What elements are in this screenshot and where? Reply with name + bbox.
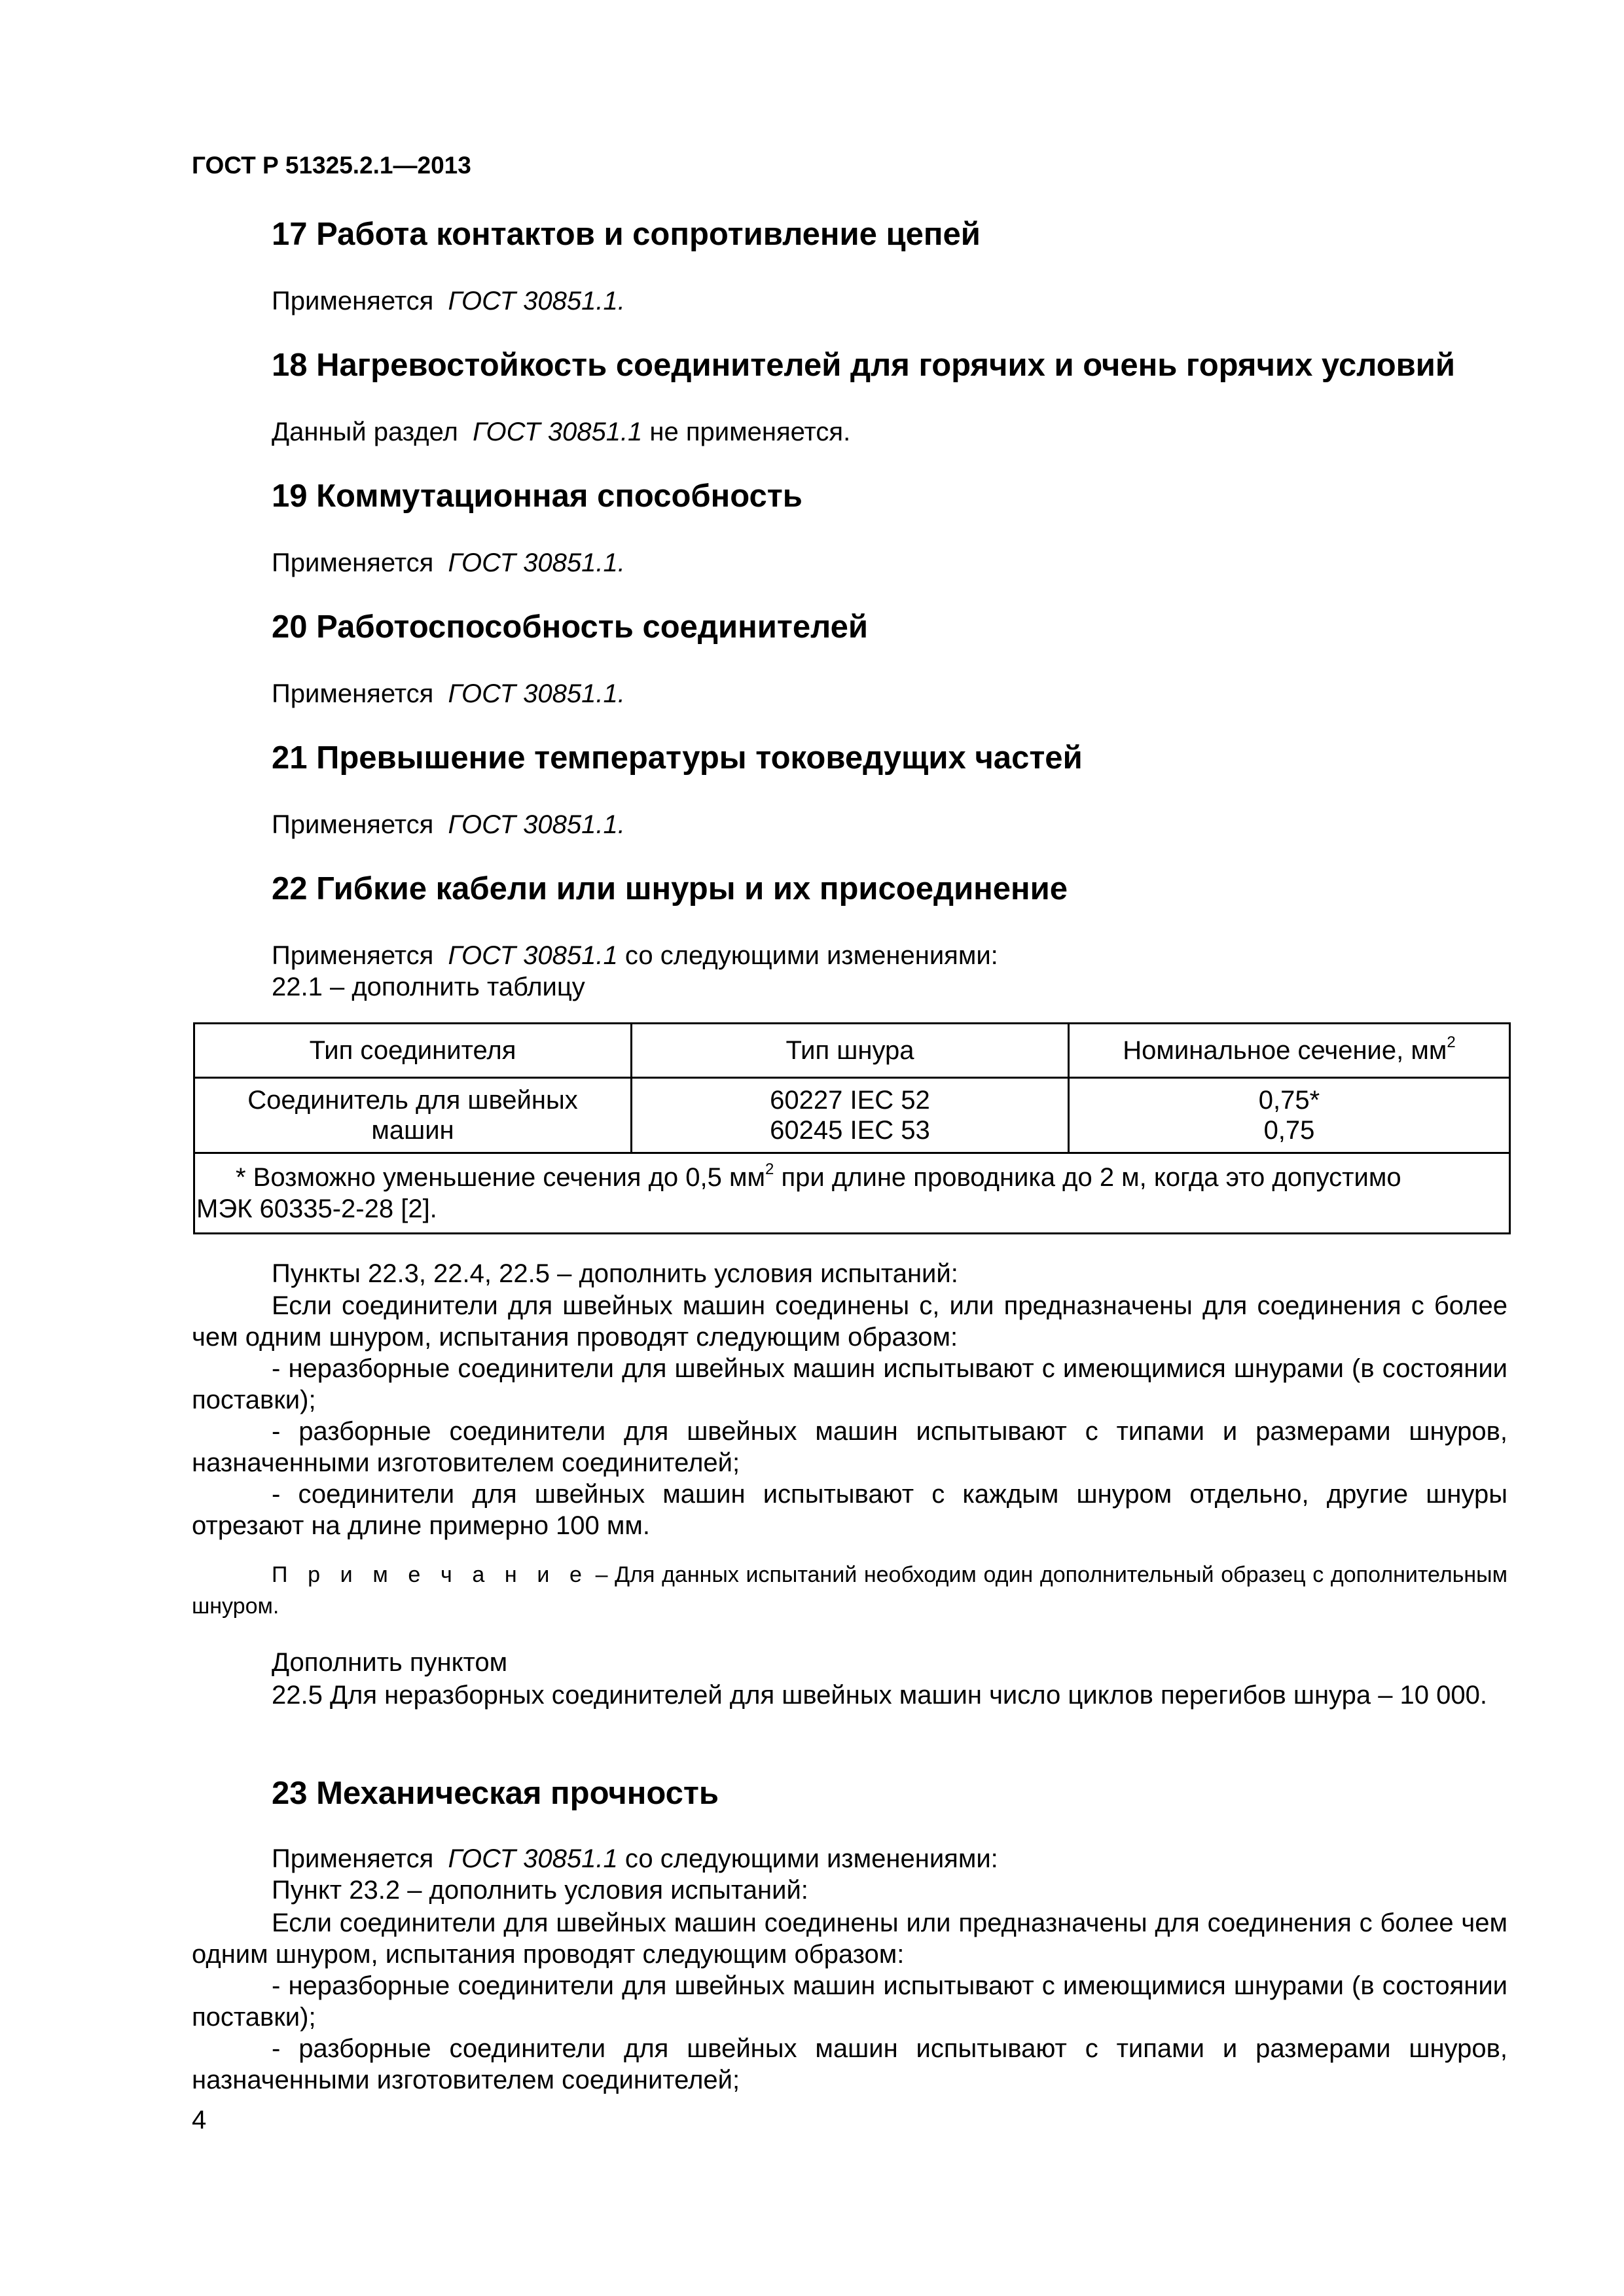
note-text: – Для данных испытаний необходим один дополнительный образец с дополнительным шнуром.	[192, 1562, 1507, 1619]
table-header-row	[194, 1024, 1510, 1078]
header-cord-type: Тип шнура	[632, 1024, 1069, 1078]
table-footnote: * Возможно уменьшение сечения до 0,5 $мм^2$ при длине проводника до 2 м, когда это допустимо МЭК 60335-2-28 [2].	[194, 1153, 1510, 1234]
section-21-title: 21 Превышение температуры токоведущих частей	[272, 740, 1083, 776]
paragraph: Если соединители для швейных машин соединены или предназначены для соединения с более чем одним шнуром, испытания проводят следующим образом:	[192, 1909, 1507, 1969]
applies-label: Применяется	[272, 287, 434, 315]
section-23-post: со следующими изменениями:	[617, 1844, 998, 1873]
note-label: П р и м е ч а н и е	[272, 1562, 588, 1587]
paragraph: - неразборные соединители для швейных машин испытывают с имеющимися шнурами (в состоянии поставки);	[192, 1354, 1507, 1414]
section-22-paragraphs	[192, 1290, 1507, 1541]
section-18-text	[272, 418, 850, 447]
applies-label: Применяется	[272, 810, 434, 839]
standard-ref: ГОСТ 30851.1	[448, 1844, 618, 1873]
section-23-text	[272, 1844, 998, 1874]
section-17-title: 17 Работа контактов и сопротивление цепей	[272, 217, 981, 252]
point-23-2-intro: Пункт 23.2 – дополнить условия испытаний:	[272, 1876, 808, 1905]
section-17-text	[272, 287, 625, 316]
note	[192, 1559, 1507, 1622]
header-nominal-section: Номинальное сечение, $мм^2$	[1069, 1024, 1510, 1078]
document-code: ГОСТ Р 51325.2.1—2013	[192, 152, 471, 179]
section-18-post: не применяется.	[642, 418, 851, 446]
paragraph: - соединители для швейных машин испытывают с каждым шнуром отдельно, другие шнуры отрезают на длине примерно 100 мм.	[192, 1480, 1507, 1540]
standard-ref: ГОСТ 30851.1	[448, 941, 618, 970]
section-21-text	[272, 810, 625, 840]
section-20-title: 20 Работоспособность соединителей	[272, 609, 868, 645]
cell-connector: Соединитель для швейных машин	[194, 1078, 632, 1153]
item-22-1: 22.1 – дополнить таблицу	[272, 973, 585, 1001]
paragraph: - разборные соединители для швейных машин испытывают с типами и размерами шнуров, назначенными изготовителем соединителей;	[192, 1417, 1507, 1477]
point-22-5: 22.5 Для неразборных соединителей для швейных машин число циклов перегибов шнура – 10 000.	[272, 1681, 1488, 1710]
section-19-title: 19 Коммутационная способность	[272, 478, 803, 514]
applies-label: Применяется	[272, 1844, 434, 1873]
section-22-title: 22 Гибкие кабели или шнуры и их присоединение	[272, 871, 1068, 906]
section-23-paragraphs	[192, 1907, 1507, 2096]
standard-ref: ГОСТ 30851.1.	[448, 548, 625, 577]
standard-ref: ГОСТ 30851.1.	[448, 287, 625, 315]
section-23-title: 23 Механическая прочность	[272, 1776, 719, 1811]
applies-label: Применяется	[272, 548, 434, 577]
cell-cords: 60227 IEC 52 60245 IEC 53	[632, 1078, 1069, 1153]
paragraph: - неразборные соединители для швейных машин испытывают с имеющимися шнурами (в состоянии поставки);	[192, 1971, 1507, 2032]
page-number: 4	[192, 2106, 207, 2134]
header-connector-type: Тип соединителя	[194, 1024, 632, 1078]
section-18-pre: Данный раздел	[272, 418, 458, 446]
cell-sections: 0,75* 0,75	[1069, 1078, 1510, 1153]
table-footnote-row	[194, 1153, 1510, 1234]
table-row	[194, 1078, 1510, 1153]
paragraph: - разборные соединители для швейных машин испытывают с типами и размерами шнуров, назначенными изготовителем соединителей;	[192, 2034, 1507, 2094]
add-point-label: Дополнить пунктом	[272, 1648, 508, 1677]
points-22-intro: Пункты 22.3, 22.4, 22.5 – дополнить условия испытаний:	[272, 1259, 958, 1288]
section-18-title: 18 Нагревостойкость соединителей для горячих и очень горячих условий	[272, 348, 1455, 383]
cord-table	[193, 1022, 1511, 1234]
paragraph: Если соединители для швейных машин соединены с, или предназначены для соединения с более чем одним шнуром, испытания проводят следующим образом:	[192, 1291, 1507, 1352]
standard-ref: ГОСТ 30851.1	[473, 418, 643, 446]
standard-ref: ГОСТ 30851.1.	[448, 679, 625, 708]
section-22-post: со следующими изменениями:	[617, 941, 998, 970]
applies-label: Применяется	[272, 679, 434, 708]
section-19-text	[272, 548, 625, 578]
applies-label: Применяется	[272, 941, 434, 970]
section-20-text	[272, 679, 625, 709]
section-22-text	[272, 941, 998, 971]
standard-ref: ГОСТ 30851.1.	[448, 810, 625, 839]
